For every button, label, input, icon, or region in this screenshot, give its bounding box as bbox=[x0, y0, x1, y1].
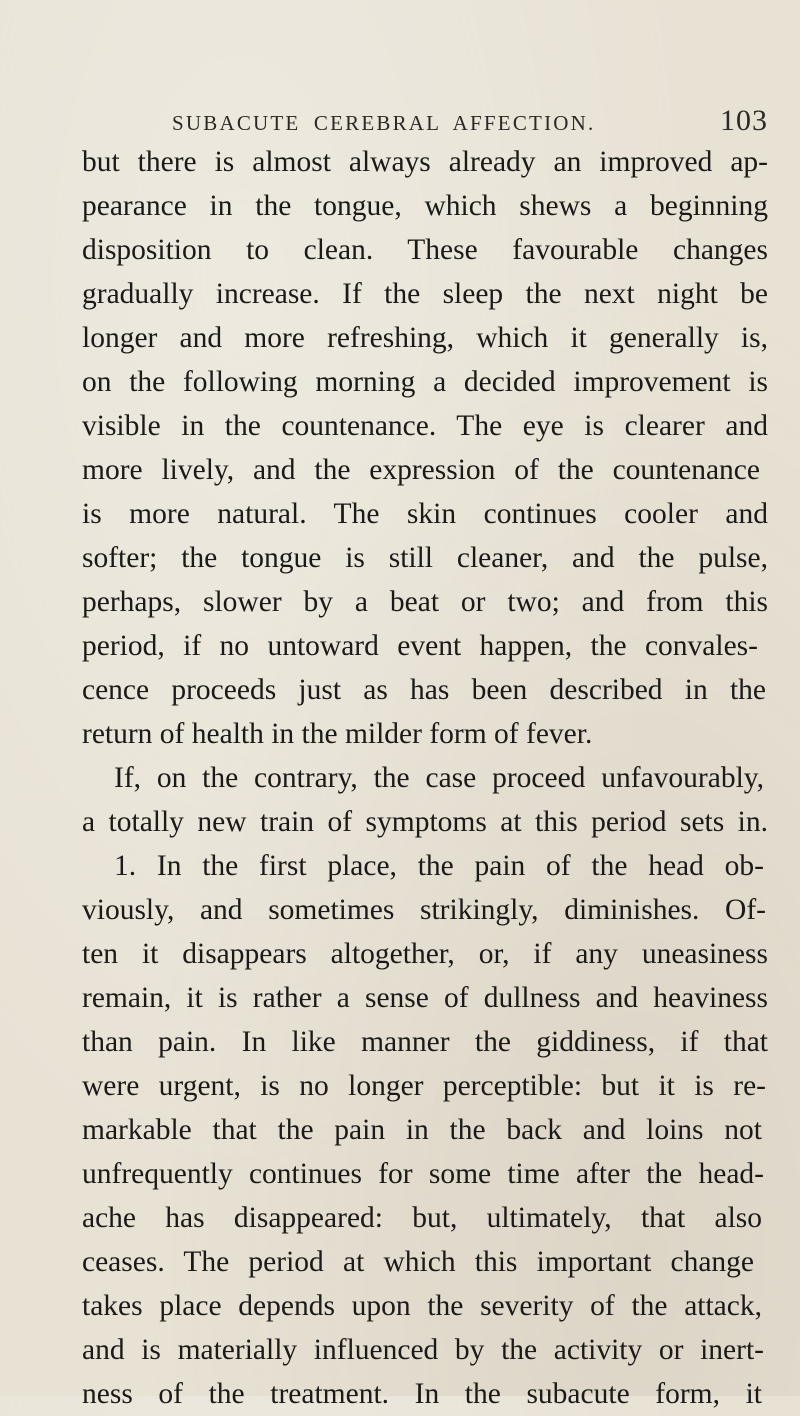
text-line: markable that the pain in the back and loins not bbox=[82, 1114, 762, 1146]
text-line: remain, it is rather a sense of dullness and heaviness bbox=[82, 982, 768, 1014]
text-line: cence proceeds just as has been described in the bbox=[82, 674, 766, 706]
text-line: ceases. The period at which this important change bbox=[82, 1246, 754, 1278]
text-line: ten it disappears altogether, or, if any uneasiness bbox=[82, 938, 768, 970]
text-line: ness of the treatment. In the subacute form, it bbox=[82, 1378, 762, 1410]
text-line: If, on the contrary, the case proceed unfavourably, bbox=[114, 762, 764, 794]
text-line: softer; the tongue is still cleaner, and the pulse, bbox=[82, 542, 768, 574]
text-line: pearance in the tongue, which shews a beginning bbox=[82, 190, 768, 222]
text-line: were urgent, is no longer perceptible: but it is re- bbox=[82, 1070, 766, 1102]
text-line: but there is almost always already an improved ap- bbox=[82, 146, 768, 178]
text-line: longer and more refreshing, which it generally is, bbox=[82, 322, 768, 354]
text-line: return of health in the milder form of fever. bbox=[82, 718, 593, 750]
text-line: ache has disappeared: but, ultimately, that also bbox=[82, 1202, 762, 1234]
text-line: 1. In the first place, the pain of the head ob- bbox=[114, 850, 764, 882]
running-title: SUBACUTE CEREBRAL AFFECTION. bbox=[172, 111, 596, 135]
text-line: disposition to clean. These favourable changes bbox=[82, 234, 768, 266]
text-line: unfrequently continues for some time after the head- bbox=[82, 1158, 764, 1190]
running-head bbox=[172, 104, 772, 144]
text-line: gradually increase. If the sleep the next night be bbox=[82, 278, 768, 310]
text-line: on the following morning a decided improvement is bbox=[82, 366, 768, 398]
page-number: 103 bbox=[720, 104, 768, 137]
text-line: and is materially influenced by the activity or inert- bbox=[82, 1334, 764, 1366]
text-line: a totally new train of symptoms at this period sets in. bbox=[82, 806, 768, 838]
text-line: visible in the countenance. The eye is clearer and bbox=[82, 410, 768, 442]
text-line: perhaps, slower by a beat or two; and from this bbox=[82, 586, 768, 618]
text-line: takes place depends upon the severity of the attack, bbox=[82, 1290, 762, 1322]
text-line: is more natural. The skin continues cooler and bbox=[82, 498, 768, 530]
text-line: more lively, and the expression of the countenance bbox=[82, 454, 760, 486]
text-line: period, if no untoward event happen, the convales- bbox=[82, 630, 758, 662]
text-line: viously, and sometimes strikingly, diminishes. Of- bbox=[82, 894, 766, 926]
text-line: than pain. In like manner the giddiness, if that bbox=[82, 1026, 768, 1058]
